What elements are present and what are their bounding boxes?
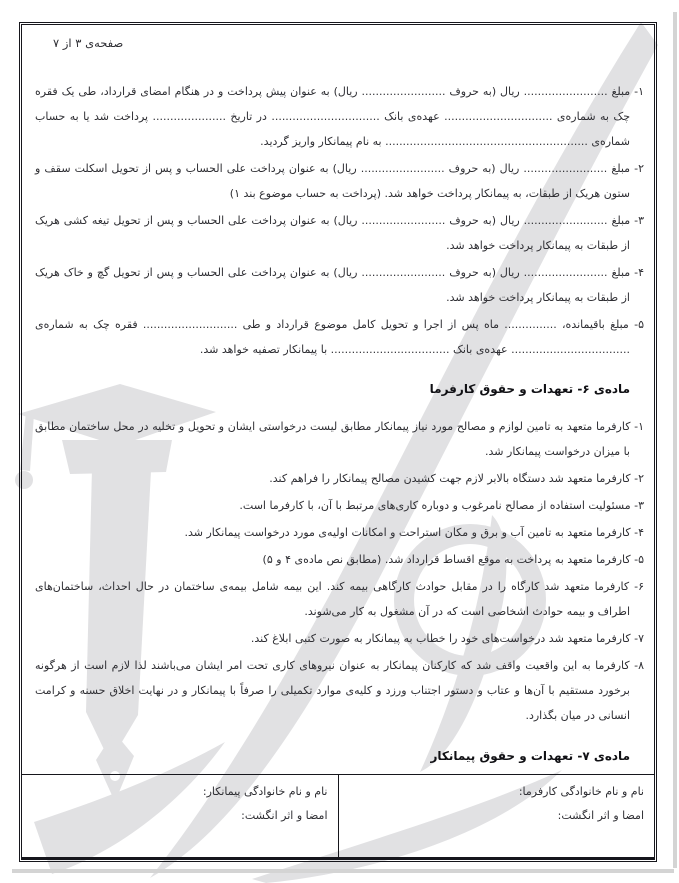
document-border-frame bbox=[19, 22, 657, 862]
section-6-item-3: ۳- مسئولیت استفاده از مصالح نامرغوب و دوباره کاری‌های مرتبط با آن، با کارفرما است. bbox=[239, 499, 644, 512]
section-6-item-4: ۴- کارفرما متعهد به تامین آب و برق و مکان استراحت و امکانات اولیه‌ی مورد درخواست پیمانکار شد. bbox=[184, 526, 644, 539]
payment-item-1: ۱- مبلغ ........................ ریال (به حروف ........................ ریال) به عنوان پیش پرداخت و در هنگام امضای قرارداد، طی یک فقره چک به شماره‌ی ............................... عهده‌ی بانک ............................... در تاریخ ..................... پرداخت شد یا به حساب شماره‌ی .......................................................... به نام پیمانکار واریز گردید. bbox=[35, 85, 644, 148]
employer-name-label: نام و نام خانوادگی کارفرما: bbox=[518, 785, 644, 798]
payment-item-4: ۴- مبلغ ........................ ریال (به حروف ........................ ریال) به عنوان پرداخت علی الحساب و پس از تحویل گچ و خاک هریک از طبقات به پیمانکار پرداخت خواهد شد. bbox=[35, 266, 644, 304]
payment-item-3: ۳- مبلغ ........................ ریال (به حروف ........................ ریال) به عنوان پرداخت علی الحساب و پس از تحویل تیغه کشی هریک از طبقات به پیمانکار پرداخت خواهد شد. bbox=[35, 214, 644, 252]
signature-cell-contractor bbox=[22, 775, 338, 857]
document-body bbox=[35, 79, 644, 781]
section-6-item-1: ۱- کارفرما متعهد به تامین لوازم و مصالح مورد نیاز پیمانکار مطابق لیست درخواستی ایشان و تحویل و تخلیه در محل ساختمان مطابق با میزان درخواست پیمانکار شد. bbox=[35, 420, 644, 458]
section-6-heading: ماده‌ی ۶- تعهدات و حقوق کارفرما bbox=[429, 382, 630, 396]
payment-item-2: ۲- مبلغ ........................ ریال (به حروف ........................ ریال) به عنوان پرداخت علی الحساب و پس از تحویل اسکلت سقف و ستون هریک از طبقات، به پیمانکار پرداخت خواهد شد. (پرداخت به حساب موضوع بند ۱) bbox=[35, 162, 644, 200]
employer-signature-label: امضا و اثر انگشت: bbox=[557, 809, 644, 822]
section-6-item-6: ۶- کارفرما متعهد شد کارگاه را در مقابل حوادث کارگاهی بیمه کند. این بیمه شامل بیمه‌ی ساختمان در حال احداث، ساختمان‌های اطراف و بیمه حوادث اشخاصی است که در آن مشغول به کار می‌شوند. bbox=[35, 580, 644, 618]
page-shadow-bottom bbox=[12, 869, 674, 873]
section-6-item-5: ۵- کارفرما متعهد به پرداخت به موقع اقساط قرارداد شد. (مطابق نص ماده‌ی ۴ و ۵) bbox=[262, 553, 644, 566]
section-6-item-2: ۲- کارفرما متعهد شد دستگاه بالابر لازم جهت کشیدن مصالح پیمانکار را فراهم کند. bbox=[269, 472, 644, 485]
signature-cell-employer bbox=[338, 775, 655, 857]
section-6-item-7: ۷- کارفرما متعهد شد درخواست‌های خود را خطاب به پیمانکار به صورت کتبی ابلاغ کند. bbox=[250, 632, 644, 645]
section-7-heading: ماده‌ی ۷- تعهدات و حقوق پیمانکار bbox=[430, 749, 630, 763]
page-number: صفحه‌ی ۳ از ۷ bbox=[53, 36, 124, 50]
section-6-item-8: ۸- کارفرما به این واقعیت واقف شد که کارکنان پیمانکار به عنوان نیروهای کاری تحت امر ایشان می‌باشند لذا لازم است از هرگونه برخورد مستقیم با آن‌ها و عتاب و دستور اجتناب ورزد و کلیه‌ی موارد تکمیلی را صرفاً با پیمانکار و در نهایت اخلاق حسنه و کرامت انسانی در میان بگذارد. bbox=[35, 659, 644, 722]
contractor-name-label: نام و نام خانوادگی پیمانکار: bbox=[202, 785, 328, 798]
signature-table bbox=[22, 774, 654, 857]
contractor-signature-label: امضا و اثر انگشت: bbox=[241, 809, 328, 822]
page-shadow-right bbox=[673, 12, 677, 868]
payment-item-5: ۵- مبلغ باقیمانده، ............... ماه پس از اجرا و تحویل کامل موضوع قرارداد و طی ........................... فقره چک به شماره‌ی .................................. عهده‌ی بانک .................................. با پیمانکار تصفیه خواهد شد. bbox=[35, 318, 644, 356]
